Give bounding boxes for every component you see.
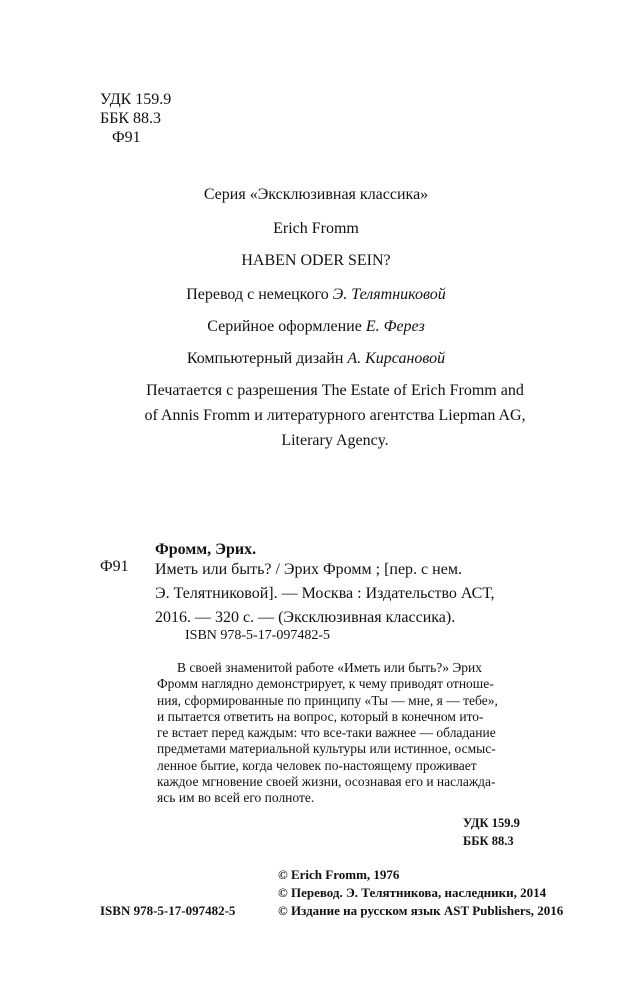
annotation-line: В своей знаменитой работе «Иметь или быть?» Эрих <box>177 660 482 675</box>
annotation-line: ния, сформированные по принципу «Ты — мне, я — тебе», <box>157 692 498 708</box>
catalog-description-line: 2016. — 320 с. — (Эксклюзивная классика). <box>155 609 456 626</box>
translation-credit <box>0 286 632 304</box>
permission-notice <box>140 378 530 453</box>
original-title: HABEN ODER SEIN? <box>241 252 391 269</box>
catalog-description-line: Иметь или быть? / Эрих Фромм ; [пер. с нем. <box>155 561 462 578</box>
computer-design-credit <box>0 350 632 368</box>
computer-designer-name: А. Кирсановой <box>347 350 446 367</box>
udk-code: УДК 159.9 <box>100 91 172 108</box>
permission-line: of Annis Fromm и литературного агентства Liepman AG, <box>144 407 526 424</box>
annotation-line: ленное бытие, когда человек по-настоящему проживает <box>157 757 477 773</box>
original-author: Erich Fromm <box>273 220 359 237</box>
annotation-line: и пытается ответить на вопрос, который в конечном ито- <box>157 708 484 724</box>
series-design-label: Серийное оформление <box>207 318 366 335</box>
translation-label: Перевод с немецкого <box>186 286 333 303</box>
footer-isbn: ISBN 978-5-17-097482-5 <box>100 903 236 918</box>
annotation-line: предметами материальной культуры или истинное, осмыс- <box>157 741 496 757</box>
bbk-code: ББК 88.3 <box>100 110 162 127</box>
catalog-isbn: ISBN 978-5-17-097482-5 <box>185 628 331 643</box>
series-design-credit <box>0 318 632 336</box>
catalog-description <box>155 558 495 630</box>
copyright-block <box>278 866 563 920</box>
permission-line: Literary Agency. <box>281 432 389 449</box>
footer-bbk-code: ББК 88.3 <box>463 834 514 848</box>
permission-line: Печатается с разрешения The Estate of Erich Fromm and <box>146 382 524 399</box>
series-line: Серия «Эксклюзивная классика» <box>203 186 429 203</box>
copyright-line: © Erich Fromm, 1976 <box>278 867 400 882</box>
shelf-code: Ф91 <box>112 129 141 146</box>
annotation-line: ясь им во всей его полноте. <box>157 790 315 806</box>
copyright-line: © Перевод. Э. Телятникова, наследники, 2014 <box>278 885 547 900</box>
catalog-description-line: Э. Телятниковой]. — Москва : Издательство АСТ, <box>155 585 495 602</box>
annotation-line: каждое мгновение своей жизни, осознавая его и наслажда- <box>157 774 496 790</box>
series-designer-name: Е. Ферез <box>365 318 425 335</box>
annotation <box>157 660 532 807</box>
footer-classification-codes <box>463 814 520 850</box>
annotation-line: ге встает перед каждым: что все-таки важнее — обладание <box>157 725 496 741</box>
computer-design-label: Компьютерный дизайн <box>186 350 348 367</box>
catalog-author-heading: Фромм, Эрих. <box>155 541 257 558</box>
footer-udk-code: УДК 159.9 <box>463 816 520 830</box>
translator-name: Э. Телятниковой <box>332 286 446 303</box>
classification-codes <box>100 90 171 147</box>
catalog-shelf-code: Ф91 <box>100 558 129 575</box>
annotation-line: Фромм наглядно демонстрирует, к чему приводят отноше- <box>157 676 494 692</box>
copyright-line: © Издание на русском язык AST Publishers, 2016 <box>278 903 564 918</box>
